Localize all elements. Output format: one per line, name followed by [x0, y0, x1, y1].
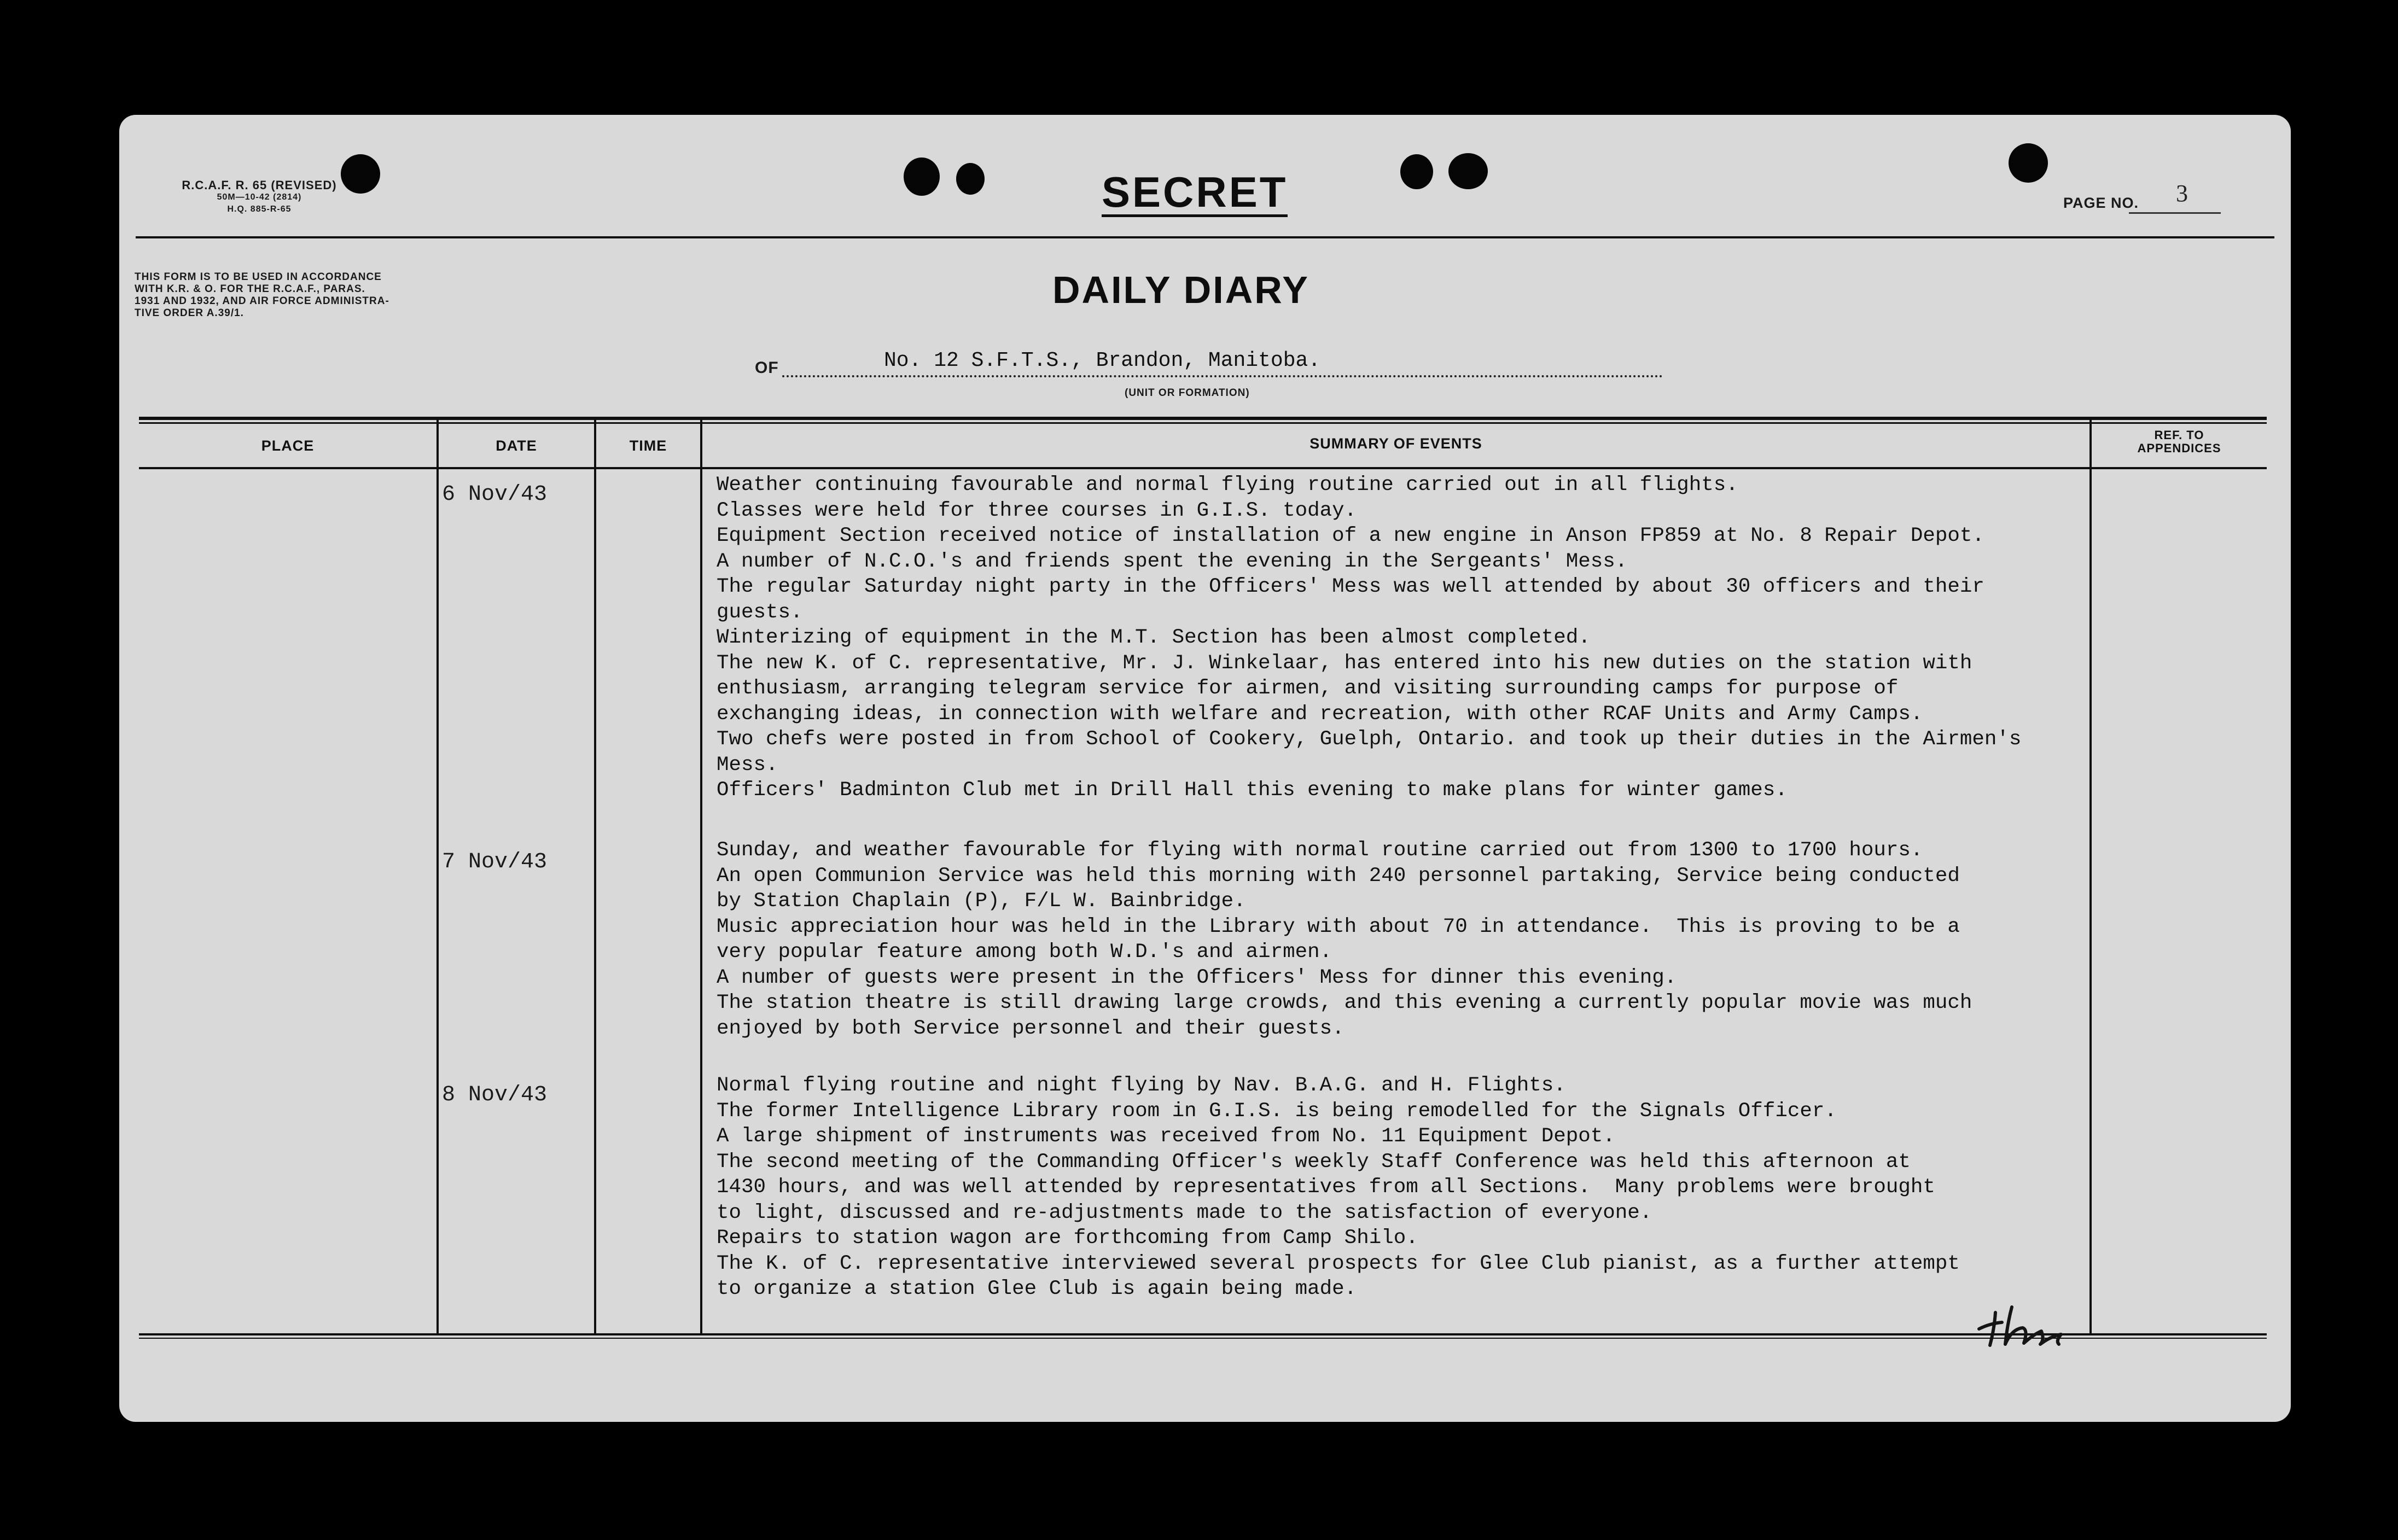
summary-line: to light, discussed and re-adjustments made to the satisfaction of everyone.: [717, 1201, 1652, 1224]
form-title: DAILY DIARY: [1052, 269, 1309, 311]
summary-line: Sunday, and weather favourable for flying with normal routine carried out from 1300 to 1700 hours.: [717, 839, 1923, 862]
entry-summary: [717, 838, 2193, 1041]
summary-line: Normal flying routine and night flying by Nav. B.A.G. and H. Flights.: [717, 1074, 1566, 1097]
summary-line: The second meeting of the Commanding Officer's weekly Staff Conference was held this afternoon at: [717, 1150, 1911, 1174]
header-bottom-rule: [139, 467, 2267, 469]
form-instructions: [135, 271, 550, 319]
ref-header: [2092, 429, 2267, 455]
summary-line: Mess.: [717, 753, 778, 777]
page-number-field: [2063, 179, 2227, 212]
table-bottom-rule: [139, 1338, 2267, 1339]
summary-line: Winterizing of equipment in the M.T. Section has been almost completed.: [717, 626, 1591, 649]
punch-hole: [904, 158, 940, 196]
summary-line: A large shipment of instruments was received from No. 11 Equipment Depot.: [717, 1125, 1615, 1148]
summary-line: Equipment Section received notice of installation of a new engine in Anson FP859 at No. 8 Repair Depot.: [717, 524, 1984, 547]
header-rule: [136, 236, 2274, 238]
summary-line: exchanging ideas, in connection with welfare and recreation, with other RCAF Units and Army Camps.: [717, 702, 1923, 726]
time-header: TIME: [629, 438, 667, 454]
summary-line: The regular Saturday night party in the Officers' Mess was well attended by about 30 officers and their: [717, 575, 1984, 598]
form-code-line: R.C.A.F. R. 65 (REVISED): [182, 178, 337, 192]
summary-line: A number of guests were present in the Officers' Mess for dinner this evening.: [717, 966, 1677, 989]
summary-line: enthusiasm, arranging telegram service for airmen, and visiting surrounding camps for purpose of: [717, 677, 1899, 700]
summary-line: The former Intelligence Library room in G.I.S. is being remodelled for the Signals Officer.: [717, 1099, 1837, 1123]
date-header: DATE: [496, 438, 537, 454]
summary-line: Two chefs were posted in from School of Cookery, Guelph, Ontario. and took up their duties in the Airmen's: [717, 728, 2022, 751]
form-code: [144, 179, 374, 215]
entry-date: 6 Nov/43: [442, 482, 548, 507]
signature-initials: [1974, 1291, 2083, 1351]
summary-line: Officers' Badminton Club met in Drill Hall this evening to make plans for winter games.: [717, 779, 1788, 802]
entry-date: 8 Nov/43: [442, 1083, 548, 1107]
summary-line: very popular feature among both W.D.'s and airmen.: [717, 941, 1332, 964]
entry-summary: [717, 472, 2193, 803]
page-no-label: PAGE NO.: [2063, 195, 2139, 211]
summary-line: The K. of C. representative interviewed several prospects for Glee Club pianist, as a further attempt: [717, 1252, 1960, 1275]
table-top-rule: [139, 417, 2267, 420]
column-divider: [594, 420, 596, 1334]
column-divider: [700, 420, 702, 1334]
summary-line: The station theatre is still drawing large crowds, and this evening a currently popular movie was much: [717, 991, 1972, 1014]
of-label: OF: [755, 359, 779, 377]
summary-line: by Station Chaplain (P), F/L W. Bainbridge.: [717, 890, 1246, 913]
summary-line: Weather continuing favourable and normal flying routine carried out in all flights.: [717, 474, 1738, 497]
page-number-value: 3: [2176, 180, 2188, 207]
summary-line: A number of N.C.O.'s and friends spent the evening in the Sergeants' Mess.: [717, 550, 1628, 573]
summary-line: 1430 hours, and was well attended by representatives from all Sections. Many problems were brought: [717, 1176, 1935, 1199]
diary-page: [119, 115, 2291, 1422]
summary-line: enjoyed by both Service personnel and their guests.: [717, 1017, 1344, 1040]
summary-line: to organize a station Glee Club is again being made.: [717, 1278, 1357, 1300]
punch-hole: [1448, 153, 1488, 189]
summary-line: Music appreciation hour was held in the Library with about 70 in attendance. This is proving to be a: [717, 915, 1960, 938]
table-top-rule: [139, 422, 2267, 424]
form-code-line: 50M—10-42 (2814): [217, 192, 302, 202]
punch-hole: [1400, 154, 1433, 189]
punch-hole: [956, 163, 985, 195]
entry-summary: [717, 1073, 2193, 1302]
instruction-line: THIS FORM IS TO BE USED IN ACCORDANCE: [135, 271, 382, 283]
instruction-line: 1931 AND 1932, AND AIR FORCE ADMINISTRA-: [135, 295, 389, 307]
form-code-line: H.Q. 885-R-65: [227, 205, 292, 214]
instruction-line: TIVE ORDER A.39/1.: [135, 307, 244, 319]
summary-line: Classes were held for three courses in G.I.S. today.: [717, 499, 1357, 522]
unit-caption: (UNIT OR FORMATION): [1125, 387, 1250, 399]
ref-header-line: REF. TO: [2154, 428, 2204, 442]
unit-underline: [782, 375, 1663, 377]
entry-date: 7 Nov/43: [442, 850, 548, 874]
summary-line: Repairs to station wagon are forthcoming from Camp Shilo.: [717, 1227, 1418, 1250]
table-bottom-rule: [139, 1333, 2267, 1335]
summary-line: The new K. of C. representative, Mr. J. Winkelaar, has entered into his new duties on the station with: [717, 651, 1972, 675]
classification-stamp: SECRET: [1102, 168, 1288, 216]
column-divider: [436, 420, 439, 1334]
summary-line: An open Communion Service was held this morning with 240 personnel partaking, Service being conducted: [717, 864, 1960, 888]
punch-hole: [2009, 143, 2048, 183]
place-header: PLACE: [261, 438, 315, 454]
summary-line: guests.: [717, 600, 803, 624]
unit-name: No. 12 S.F.T.S., Brandon, Manitoba.: [884, 349, 1321, 372]
instruction-line: WITH K.R. & O. FOR THE R.C.A.F., PARAS.: [135, 283, 365, 295]
ref-header-line: APPENDICES: [2137, 441, 2221, 455]
summary-header: SUMMARY OF EVENTS: [1309, 435, 1482, 452]
